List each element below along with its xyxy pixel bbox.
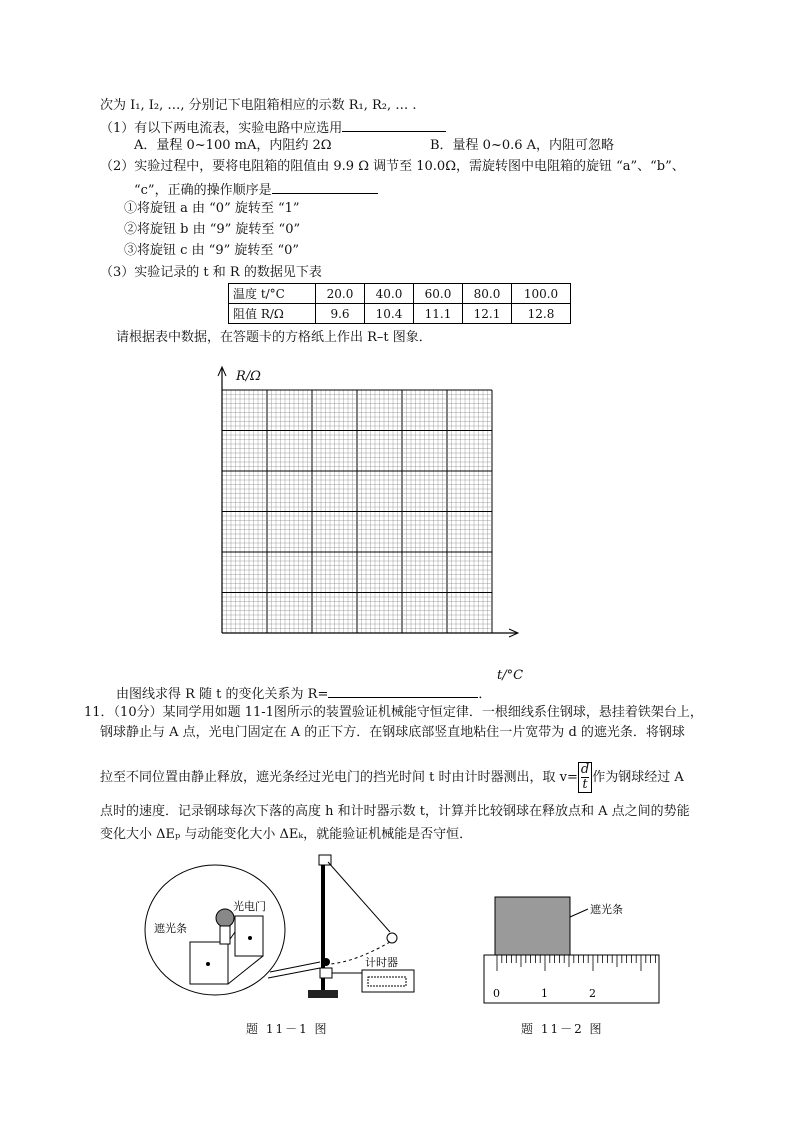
question-2-line1: （2）实验过程中，要将电阻箱的阻值由 9.9 Ω 调节至 10.0Ω，需旋转图中电阻箱的旋钮 “a”、“b”、: [100, 159, 685, 174]
table-cell: 100.0: [512, 284, 571, 304]
resistance-label: 阻值 R/Ω: [229, 304, 316, 324]
answer-blank-1[interactable]: [342, 117, 446, 132]
label-photogate: 光电门: [233, 900, 266, 913]
answer-blank-2[interactable]: [272, 179, 378, 194]
data-table: [228, 283, 571, 324]
hanging-ball: [322, 958, 330, 966]
question-2-text: “c”，正确的操作顺序是: [134, 183, 272, 198]
fraction-numerator: d: [580, 762, 590, 777]
ruler-label-0: 0: [493, 987, 500, 1000]
y-axis-label: R/Ω: [236, 369, 261, 384]
graph-instruction: 请根据表中数据，在答题卡的方格纸上作出 R–t 图象．: [116, 330, 432, 345]
velocity-fraction: [578, 762, 592, 793]
relation-period: ．: [478, 687, 492, 702]
step-1: ①将旋钮 a 由 “0” 旋转至 “1”: [124, 201, 300, 216]
question-3: （3）实验记录的 t 和 R 的数据见下表: [100, 265, 322, 280]
question-1: [100, 117, 446, 138]
answer-blank-relation[interactable]: [328, 683, 478, 698]
table-row-temperature: [229, 284, 571, 304]
label-shade-strip: 遮光条: [154, 922, 187, 935]
problem-11-line3-text: 拉至不同位置由静止释放，遮光条经过光电门的挡光时间 t 时由计时器测出，取 v=: [100, 770, 578, 785]
graph-paper[interactable]: [205, 362, 525, 672]
relation-line: [116, 683, 491, 704]
problem-11-line1: 11．（10分）某同学用如题 11-1图所示的装置验证机械能守恒定律．一根细线系住钢球，悬挂着铁架台上，: [84, 705, 703, 720]
table-cell: 9.6: [316, 304, 365, 324]
temperature-label: 温度 t/°C: [229, 284, 316, 304]
ruler-label-1: 1: [541, 987, 548, 1000]
question-2-line2: [134, 179, 378, 200]
figure-11-2: [480, 893, 665, 1008]
problem-11-line4: 点时的速度．记录钢球每次下落的高度 h 和计时器示数 t，计算并比较钢球在释放点和 A 点之间的势能: [100, 804, 690, 819]
step-2: ②将旋钮 b 由 “9” 旋转至 “0”: [124, 222, 301, 237]
table-cell: 10.4: [365, 304, 414, 324]
fraction-denominator: t: [582, 777, 588, 792]
shade-strip: [220, 926, 230, 944]
x-axis-label: t/°C: [497, 668, 524, 683]
ruler: [484, 955, 659, 1003]
problem-11-line3: [100, 762, 684, 793]
option-b: B．量程 0~0.6 A，内阻可忽略: [430, 138, 615, 153]
timer-display: [368, 977, 406, 986]
table-cell: 12.8: [512, 304, 571, 324]
caption-figure-11-2: 题 11－2 图: [521, 1022, 604, 1036]
table-cell: 20.0: [316, 284, 365, 304]
question-1-text: （1）有以下两电流表，实验电路中应选用: [100, 121, 343, 136]
problem-11-line3-end: 作为钢球经过 A: [592, 770, 684, 785]
magnify-connector-line: [270, 962, 320, 972]
problem-11-line5: 变化大小 ΔEₚ 与动能变化大小 ΔEₖ，就能验证机械能是否守恒．: [100, 827, 473, 842]
table-cell: 12.1: [463, 304, 512, 324]
table-cell: 60.0: [414, 284, 463, 304]
table-row-resistance: [229, 304, 571, 324]
caption-figure-11-1: 题 11－1 图: [246, 1022, 329, 1036]
problem-11-line2: 钢球静止与 A 点，光电门固定在 A 的正下方．在钢球底部竖直地粘住一片宽带为 d 的遮光条．将钢球: [100, 725, 685, 740]
label-shade-strip: 遮光条: [590, 903, 623, 916]
stand-base: [308, 990, 338, 998]
figure-11-1: [140, 850, 430, 1010]
gate-dot: [248, 936, 252, 940]
gate-plate-right: [235, 916, 263, 956]
table-cell: 11.1: [414, 304, 463, 324]
magnify-connector-line: [268, 968, 320, 978]
shade-strip-block: [495, 897, 570, 955]
ruler-label-2: 2: [589, 987, 596, 1000]
table-cell: 40.0: [365, 284, 414, 304]
label-timer: 计时器: [365, 956, 398, 969]
steel-ball: [216, 909, 234, 927]
intro-line: 次为 I₁, I₂, …, 分别记下电阻箱相应的示数 R₁, R₂, … .: [100, 98, 417, 113]
step-3: ③将旋钮 c 由 “9” 旋转至 “0”: [124, 243, 300, 258]
released-ball: [387, 933, 397, 943]
relation-text: 由图线求得 R 随 t 的变化关系为 R=: [116, 687, 329, 702]
table-cell: 80.0: [463, 284, 512, 304]
photogate-mount: [320, 968, 332, 978]
gate-dot: [206, 962, 210, 966]
pendulum-string: [328, 862, 390, 932]
option-a: A．量程 0~100 mA，内阻约 2Ω: [134, 138, 332, 153]
